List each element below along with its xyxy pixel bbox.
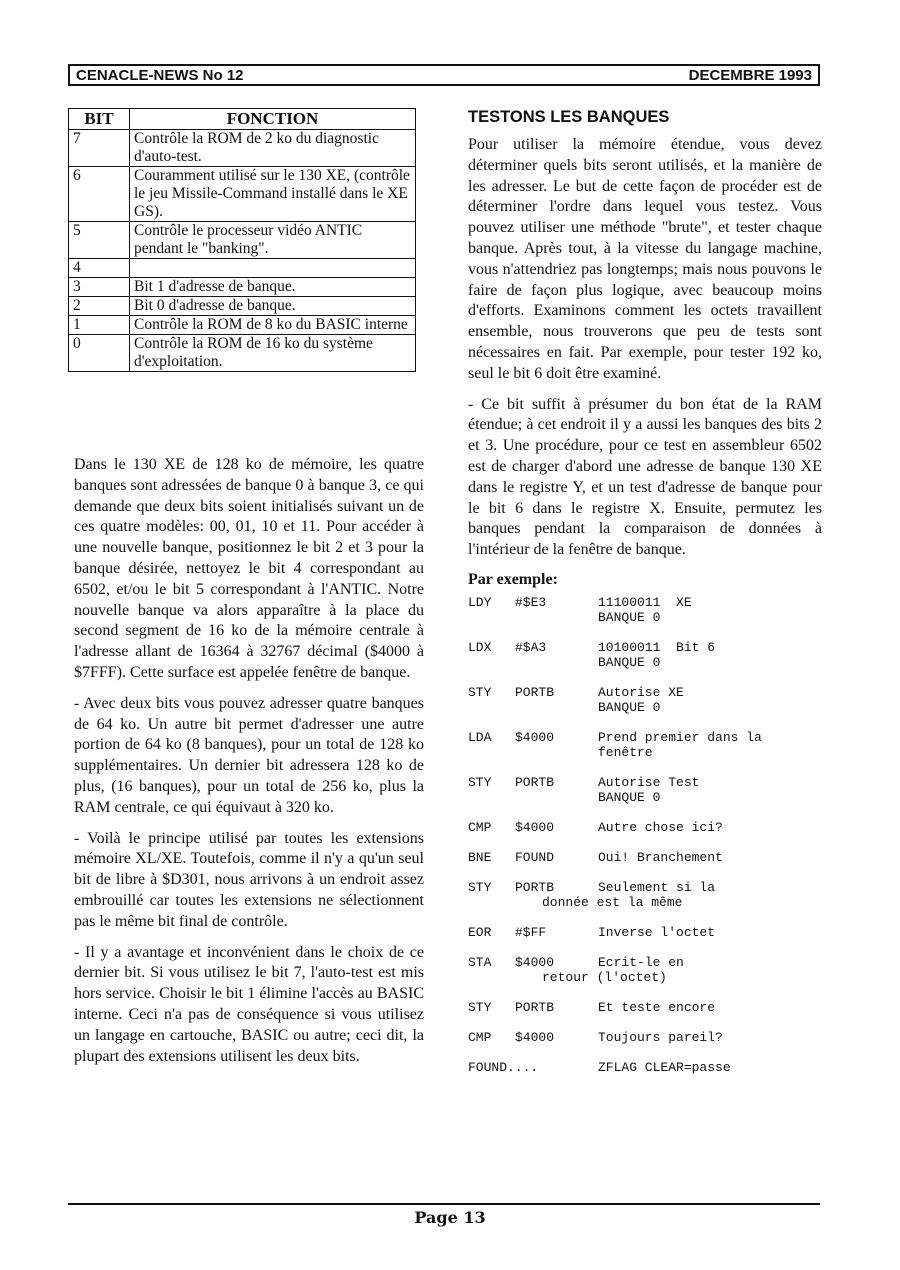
code-line bbox=[468, 1030, 822, 1045]
fonction-cell: Contrôle la ROM de 2 ko du diagnostic d'auto-test. bbox=[130, 130, 416, 167]
code-operand: FOUND bbox=[515, 849, 555, 865]
code-opcode: LDY bbox=[468, 594, 492, 610]
code-operand: #$A3 bbox=[515, 639, 547, 655]
column-header-fonction: FONCTION bbox=[130, 109, 416, 130]
section-title: TESTONS LES BANQUES bbox=[468, 108, 670, 126]
body-paragraph: Dans le 130 XE de 128 ko de mémoire, les quatre banques sont adressées de banque 0 à banque 3, ce qui demande que deux bits soient initialisés suivant un de ces quatre modèles: 00, 01, 10 et 11. Pour accéder à une nouvelle banque, positionnez le bit 2 et 3 pour la banque désirée, nettoyez le bit 4 correspondant au 6502, et/ou le bit 5 correspondant à l'ANTIC. Notre nouvelle banque va alors apparaître à la place du second segment de 16 ko de la mémoire centrale à l'adresse allant de 16364 à 32767 décimal ($4000 à $7FFF). Cette surface est appelée fenêtre de banque. bbox=[74, 456, 424, 681]
code-line bbox=[468, 850, 822, 865]
table-row bbox=[69, 278, 416, 297]
body-paragraph: - Voilà le principe utilisé par toutes les extensions mémoire XL/XE. Toutefois, comme il n'y a qu'un seul bit de libre à $D301, nous arrivons à un endroit assez embrouillé car toutes les extensions ne sélectionnent pas le même bit final de contrôle. bbox=[74, 829, 424, 930]
page-header bbox=[68, 64, 820, 86]
fonction-cell: Contrôle la ROM de 16 ko du système d'exploitation. bbox=[130, 335, 416, 372]
body-paragraph: - Il y a avantage et inconvénient dans le choix de ce dernier bit. Si vous utilisez le bit 7, l'auto-test est mis hors service. Choisir le bit 1 élimine l'accès au BASIC interne. Ceci n'a pas de conséquence si vous utilisez un langage en cartouche, BASIC ou autre; ceci dit, la plupart des extensions utilisent les deux bits. bbox=[74, 943, 424, 1065]
assembly-code-listing bbox=[468, 595, 822, 1075]
code-opcode: EOR bbox=[468, 924, 492, 940]
table-row bbox=[69, 167, 416, 222]
code-opcode: STY bbox=[468, 999, 492, 1015]
code-comment-continuation: fenêtre bbox=[598, 744, 653, 760]
code-comment-continuation: donnée est la même bbox=[542, 894, 683, 910]
code-comment: Ecrit-le en bbox=[598, 954, 684, 970]
code-opcode: STY bbox=[468, 879, 492, 895]
table-row bbox=[69, 130, 416, 167]
fonction-cell: Bit 1 d'adresse de banque. bbox=[130, 278, 416, 297]
code-comment: Inverse l'octet bbox=[598, 924, 716, 940]
bit-cell: 0 bbox=[69, 335, 130, 372]
bit-cell: 7 bbox=[69, 130, 130, 167]
code-comment: Autorise Test bbox=[598, 774, 700, 790]
column-header-bit: BIT bbox=[69, 109, 130, 130]
code-operand: PORTB bbox=[515, 774, 555, 790]
fonction-cell: Bit 0 d'adresse de banque. bbox=[130, 297, 416, 316]
code-comment: 11100011 XE bbox=[598, 594, 692, 610]
code-opcode: STY bbox=[468, 774, 492, 790]
code-operand: $4000 bbox=[515, 954, 555, 970]
body-paragraph: Pour utiliser la mémoire étendue, vous devez déterminer quels bits seront utilisés, et la manière de les adresser. Le but de cette façon de procéder est de déterminer l'ordre dans lequel vous testez. Vous pouvez utiliser une méthode "brute", et tester chaque banque. Après tout, à la vitesse du langage machine, vous n'attendriez pas longtemps; mais nous pouvons le faire de façon plus logique, avec beaucoup moins d'efforts. Examinons comment les octets travaillent ensemble, nous trouverons que peu de tests sont nécessaires en fait. Par exemple, pour tester 192 ko, seul le bit 6 doit être examiné. bbox=[468, 136, 822, 382]
example-title: Par exemple: bbox=[468, 570, 558, 588]
code-line bbox=[468, 955, 822, 985]
page-number: Page 13 bbox=[414, 1208, 486, 1227]
code-comment: Prend premier dans la bbox=[598, 729, 762, 745]
fonction-cell: Couramment utilisé sur le 130 XE, (contrôle le jeu Missile-Command installé dans le XE GS). bbox=[130, 167, 416, 222]
code-line bbox=[468, 775, 822, 805]
code-operand: $4000 bbox=[515, 729, 555, 745]
table-row bbox=[69, 316, 416, 335]
code-line bbox=[468, 1000, 822, 1015]
code-comment: Oui! Branchement bbox=[598, 849, 723, 865]
code-comment-continuation: BANQUE 0 bbox=[598, 609, 661, 625]
code-line bbox=[468, 820, 822, 835]
bit-cell: 5 bbox=[69, 222, 130, 259]
bit-function-table bbox=[68, 108, 416, 372]
code-opcode: FOUND.... bbox=[468, 1059, 539, 1075]
right-column bbox=[468, 108, 822, 1090]
code-comment: Autre chose ici? bbox=[598, 819, 723, 835]
fonction-cell: Contrôle le processeur vidéo ANTIC pendant le "banking". bbox=[130, 222, 416, 259]
code-opcode: STY bbox=[468, 684, 492, 700]
code-opcode: BNE bbox=[468, 849, 492, 865]
code-opcode: STA bbox=[468, 954, 492, 970]
code-line bbox=[468, 1060, 822, 1075]
code-operand: $4000 bbox=[515, 819, 555, 835]
code-comment: Et teste encore bbox=[598, 999, 716, 1015]
table-row bbox=[69, 335, 416, 372]
code-operand: PORTB bbox=[515, 684, 555, 700]
code-operand: PORTB bbox=[515, 999, 555, 1015]
bit-cell: 6 bbox=[69, 167, 130, 222]
bit-cell: 3 bbox=[69, 278, 130, 297]
code-operand: $4000 bbox=[515, 1029, 555, 1045]
fonction-cell bbox=[130, 259, 416, 278]
code-opcode: LDX bbox=[468, 639, 492, 655]
code-operand: PORTB bbox=[515, 879, 555, 895]
bit-cell: 2 bbox=[69, 297, 130, 316]
table-row bbox=[69, 259, 416, 278]
code-line bbox=[468, 685, 822, 715]
bit-cell: 1 bbox=[69, 316, 130, 335]
code-comment: Autorise XE bbox=[598, 684, 684, 700]
code-comment: ZFLAG CLEAR=passe bbox=[598, 1059, 731, 1075]
left-column bbox=[74, 455, 424, 1077]
body-paragraph: - Ce bit suffit à présumer du bon état de la RAM étendue; à cet endroit il y a aussi les banques des bits 2 et 3. Une procédure, pour ce test en assembleur 6502 est de charger d'abord une adresse de banque 130 XE dans le registre Y, et un test d'adresse de banque pour le bit 6 dans le registre X. Ensuite, permutez les banques pendant la comparaison de données à l'intérieur de la fenêtre de banque. bbox=[468, 395, 822, 559]
code-comment-continuation: BANQUE 0 bbox=[598, 654, 661, 670]
table-header-row bbox=[69, 109, 416, 130]
code-opcode: LDA bbox=[468, 729, 492, 745]
code-comment: Toujours pareil? bbox=[598, 1029, 723, 1045]
newsletter-title: CENACLE-NEWS No 12 bbox=[76, 66, 244, 84]
code-line bbox=[468, 880, 822, 910]
code-comment: 10100011 Bit 6 bbox=[598, 639, 716, 655]
code-comment-continuation: retour (l'octet) bbox=[542, 969, 667, 985]
body-paragraph: - Avec deux bits vous pouvez adresser quatre banques de 64 ko. Un autre bit permet d'adresser une autre portion de 64 ko (8 banques), pour un total de 128 ko supplémentaires. Un dernier bit adressera 128 ko de plus, (16 banques), pour un total de 256 ko, plus la RAM centrale, ce qui équivaut à 320 ko. bbox=[74, 694, 424, 816]
code-line bbox=[468, 925, 822, 940]
code-opcode: CMP bbox=[468, 1029, 492, 1045]
issue-date: DECEMBRE 1993 bbox=[688, 66, 812, 84]
code-comment-continuation: BANQUE 0 bbox=[598, 789, 661, 805]
bit-cell: 4 bbox=[69, 259, 130, 278]
code-line bbox=[468, 640, 822, 670]
table-row bbox=[69, 222, 416, 259]
code-line bbox=[468, 595, 822, 625]
code-operand: #$FF bbox=[515, 924, 547, 940]
code-operand: #$E3 bbox=[515, 594, 547, 610]
code-opcode: CMP bbox=[468, 819, 492, 835]
code-comment-continuation: BANQUE 0 bbox=[598, 699, 661, 715]
table-row bbox=[69, 297, 416, 316]
code-line bbox=[468, 730, 822, 760]
code-comment: Seulement si la bbox=[598, 879, 716, 895]
fonction-cell: Contrôle la ROM de 8 ko du BASIC interne bbox=[130, 316, 416, 335]
footer-rule bbox=[68, 1203, 820, 1205]
